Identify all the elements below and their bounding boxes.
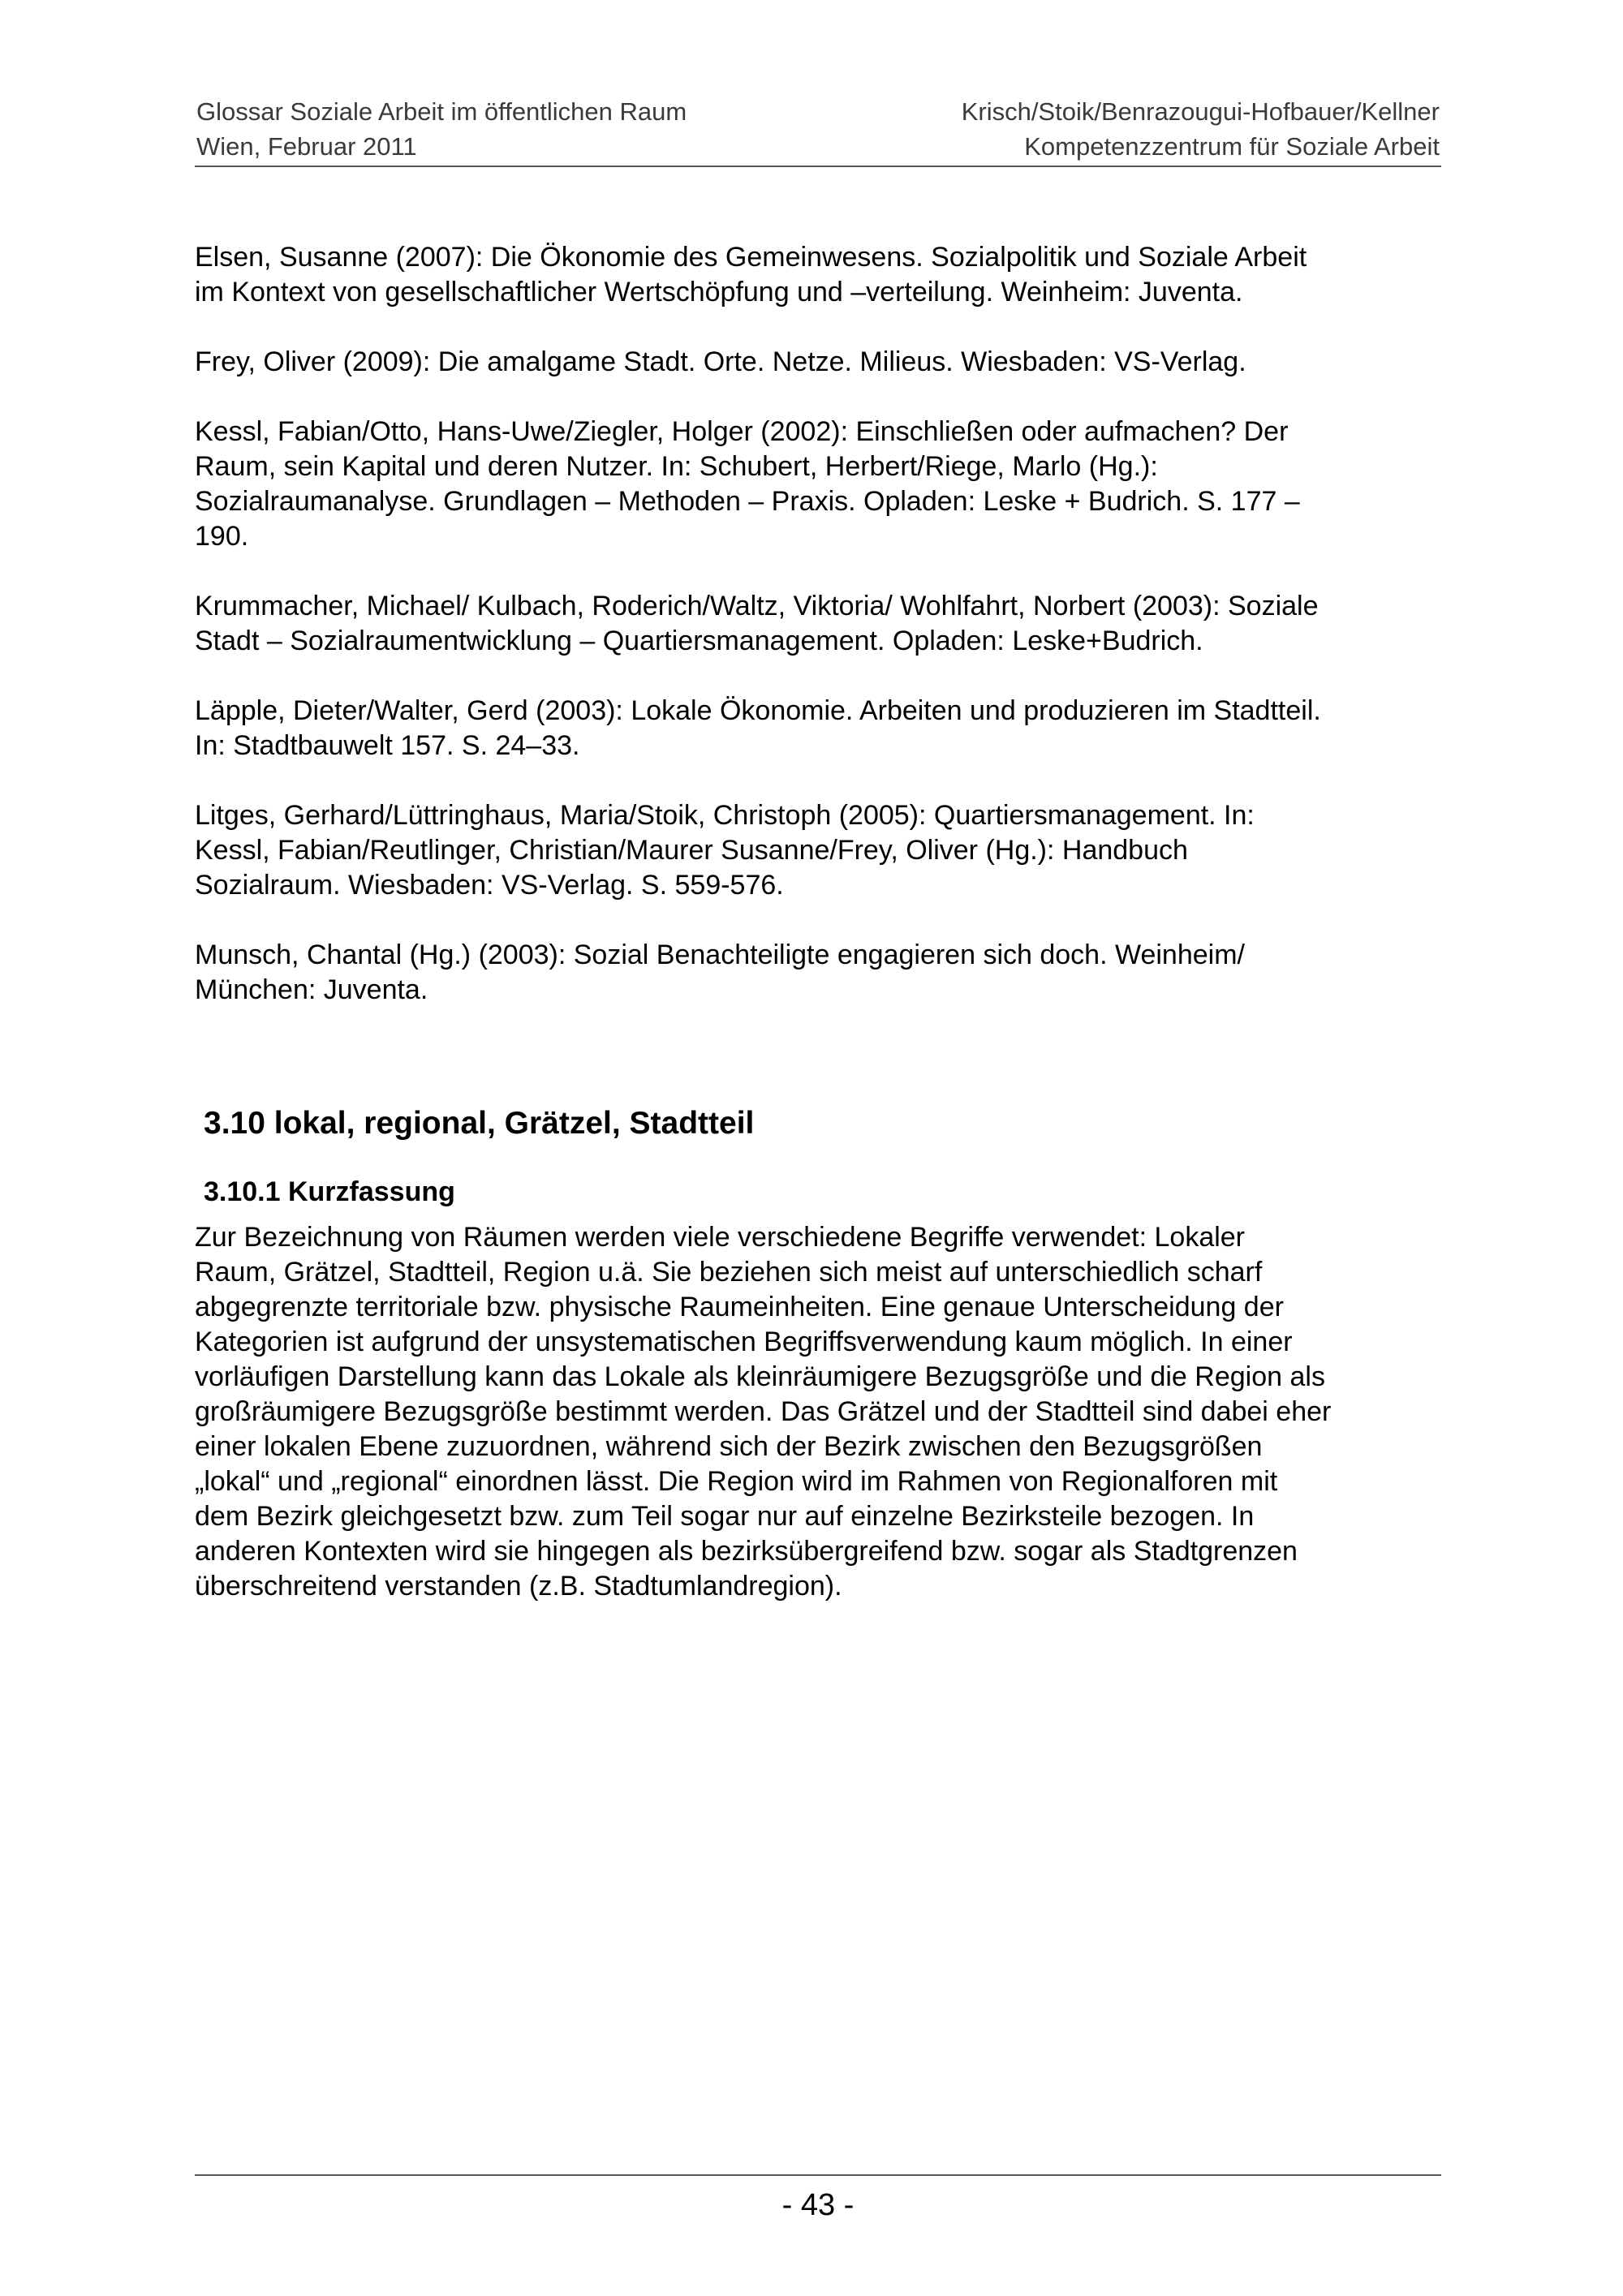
header-document-title: Glossar Soziale Arbeit im öffentlichen Raum [196, 97, 687, 126]
reference-line: Munsch, Chantal (Hg.) (2003): Sozial Benachteiligte engagieren sich doch. Weinheim/ [195, 939, 1245, 970]
paragraph-line: überschreitend verstanden (z.B. Stadtumlandregion). [195, 1571, 842, 1602]
reference-line: Kessl, Fabian/Otto, Hans-Uwe/Ziegler, Holger (2002): Einschließen oder aufmachen? Der [195, 416, 1289, 447]
paragraph-line: Kategorien ist aufgrund der unsystematischen Begriffsverwendung kaum möglich. In einer [195, 1326, 1293, 1357]
reference-entry [195, 589, 1444, 659]
header-authors: Krisch/Stoik/Benrazougui-Hofbauer/Kellner [961, 97, 1440, 126]
reference-line: Sozialraum. Wiesbaden: VS-Verlag. S. 559-576. [195, 870, 784, 901]
paragraph-line: vorläufigen Darstellung kann das Lokale als kleinräumigere Bezugsgröße und die Region als [195, 1361, 1325, 1392]
reference-line: Sozialraumanalyse. Grundlagen – Methoden – Praxis. Opladen: Leske + Budrich. S. 177 – [195, 486, 1300, 517]
reference-line: 190. [195, 521, 249, 552]
reference-line: Kessl, Fabian/Reutlinger, Christian/Maurer Susanne/Frey, Oliver (Hg.): Handbuch [195, 835, 1188, 866]
reference-line: Krummacher, Michael/ Kulbach, Roderich/Waltz, Viktoria/ Wohlfahrt, Norbert (2003): Soziale [195, 591, 1319, 621]
header-right [962, 94, 1440, 164]
reference-entry [195, 798, 1444, 903]
reference-line: Elsen, Susanne (2007): Die Ökonomie des Gemeinwesens. Sozialpolitik und Soziale Arbeit [195, 242, 1307, 273]
reference-line: im Kontext von gesellschaftlicher Wertschöpfung und –verteilung. Weinheim: Juventa. [195, 277, 1243, 307]
reference-line: München: Juventa. [195, 974, 428, 1005]
paragraph-line: „lokal“ und „regional“ einordnen lässt. Die Region wird im Rahmen von Regionalforen mit [195, 1466, 1278, 1497]
paragraph-line: Raum, Grätzel, Stadtteil, Region u.ä. Sie beziehen sich meist auf unterschiedlich scharf [195, 1257, 1263, 1288]
paragraph-line: einer lokalen Ebene zuzuordnen, während sich der Bezirk zwischen den Bezugsgrößen [195, 1431, 1263, 1462]
reference-entry [195, 240, 1444, 310]
header-date: Wien, Februar 2011 [196, 132, 417, 161]
paragraph-line: abgegrenzte territoriale bzw. physische Raumeinheiten. Eine genaue Unterscheidung der [195, 1292, 1284, 1322]
reference-line: Stadt – Sozialraumentwicklung – Quartiersmanagement. Opladen: Leske+Budrich. [195, 626, 1203, 656]
header-institution: Kompetenzzentrum für Soziale Arbeit [1024, 132, 1440, 161]
paragraph-line: dem Bezirk gleichgesetzt bzw. zum Teil sogar nur auf einzelne Bezirksteile bezogen. In [195, 1501, 1255, 1532]
page-number: - 43 - [781, 2188, 855, 2222]
reference-list [195, 240, 1444, 1043]
reference-line: In: Stadtbauwelt 157. S. 24–33. [195, 730, 580, 761]
page-header [195, 94, 1441, 167]
paragraph-line: Zur Bezeichnung von Räumen werden viele verschiedene Begriffe verwendet: Lokaler [195, 1222, 1246, 1253]
reference-entry [195, 694, 1444, 763]
reference-line: Raum, sein Kapital und deren Nutzer. In: Schubert, Herbert/Riege, Marlo (Hg.): [195, 451, 1158, 482]
header-left [196, 94, 687, 164]
reference-entry [195, 415, 1444, 554]
reference-line: Litges, Gerhard/Lüttringhaus, Maria/Stoik, Christoph (2005): Quartiersmanagement. In: [195, 800, 1255, 831]
paragraph-line: anderen Kontexten wird sie hingegen als bezirksübergreifend bzw. sogar als Stadtgrenzen [195, 1536, 1298, 1567]
reference-entry [195, 938, 1444, 1008]
section-heading: 3.10 lokal, regional, Grätzel, Stadtteil [204, 1106, 755, 1141]
reference-line: Läpple, Dieter/Walter, Gerd (2003): Lokale Ökonomie. Arbeiten und produzieren im Stadtteil. [195, 695, 1321, 726]
paragraph-line: großräumigere Bezugsgröße bestimmt werden. Das Grätzel und der Stadtteil sind dabei eher [195, 1396, 1332, 1427]
subsection-heading: 3.10.1 Kurzfassung [204, 1176, 455, 1207]
page-footer [195, 2174, 1441, 2222]
reference-line: Frey, Oliver (2009): Die amalgame Stadt. Orte. Netze. Milieus. Wiesbaden: VS-Verlag. [195, 346, 1246, 377]
summary-paragraph [195, 1220, 1444, 1604]
reference-entry [195, 345, 1444, 380]
